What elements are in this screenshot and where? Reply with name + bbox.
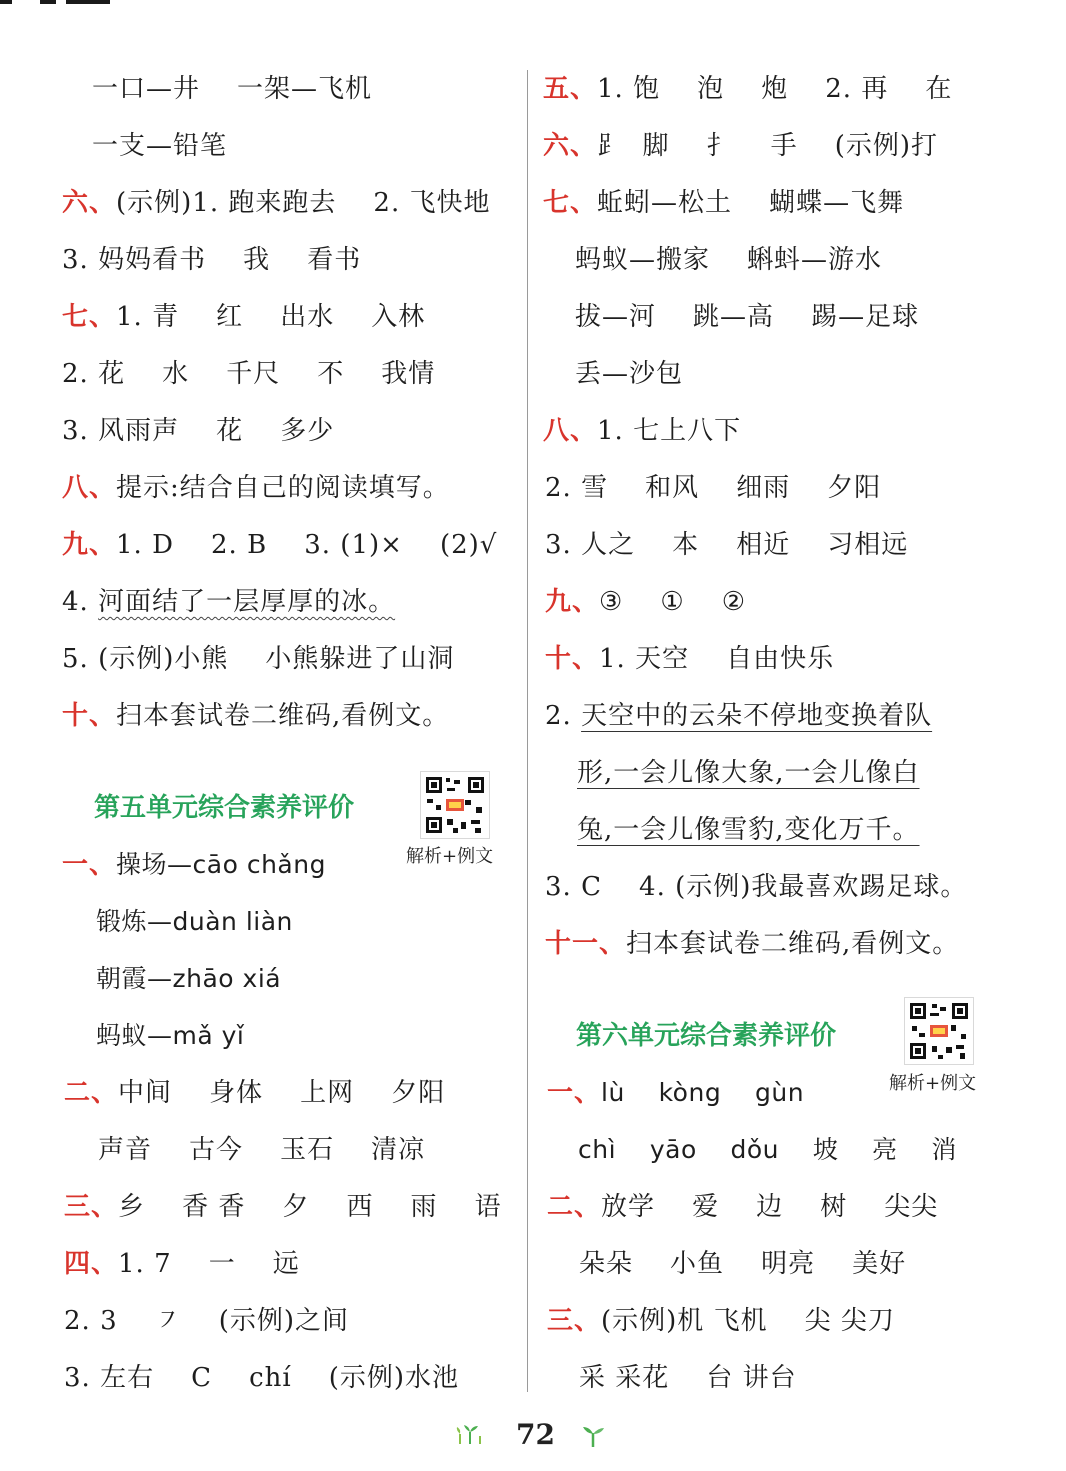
answer-line: 九、③ ① ② <box>545 587 747 617</box>
answer-line: 六、(示例)1. 跑来跑去 2. 飞快地 <box>62 188 491 218</box>
sprout-icon-right <box>580 1424 606 1448</box>
answer-line: 一口—井 一架—飞机 <box>92 74 373 104</box>
answer-line: 十、扫本套试卷二维码,看例文。 <box>62 701 450 731</box>
unit6-qr-label: 解析+例文 <box>889 1073 977 1094</box>
unit6-section-title: 第六单元综合素养评价 <box>576 1021 837 1051</box>
unit6-qr-code[interactable] <box>904 997 974 1065</box>
answer-line: 七、蚯蚓—松土 蝴蝶—飞舞 <box>543 188 905 218</box>
answer-line: 形,一会儿像大象,一会儿像白 <box>577 758 920 788</box>
answer-line: 八、提示:结合自己的阅读填写。 <box>62 473 450 503</box>
answer-line: 九、1. D 2. B 3. (1)× (2)√ <box>62 530 498 560</box>
answer-line: 蚂蚁—搬家 蝌蚪—游水 <box>575 245 883 275</box>
answer-line: 六、⻊ 脚 扌 手 (示例)打 <box>543 131 939 161</box>
answer-line: 七、1. 青 红 出水 入林 <box>62 302 426 332</box>
unit5-qr-code[interactable] <box>420 771 490 839</box>
answer-line: 一、lù kòng gùn <box>547 1078 805 1108</box>
unit5-section-title: 第五单元综合素养评价 <box>94 793 355 823</box>
answer-line: 3. 妈妈看书 我 看书 <box>62 245 362 275</box>
answer-line: 三、乡 香 香 夕 西 雨 语 <box>64 1192 502 1222</box>
answer-line: 十一、扫本套试卷二维码,看例文。 <box>545 929 960 959</box>
answer-line: 5. (示例)小熊 小熊躲进了山洞 <box>62 644 455 674</box>
answer-line: 2. 雪 和风 细雨 夕阳 <box>545 473 882 503</box>
answer-line: 一、操场—cāo chǎng <box>62 850 326 880</box>
answer-line: 采 采花 台 讲台 <box>579 1363 797 1393</box>
sprout-icon-left <box>456 1424 484 1446</box>
answer-line: 3. 风雨声 花 多少 <box>62 416 335 446</box>
answer-line: 2. 花 水 千尺 不 我情 <box>62 359 436 389</box>
answer-line: 2. 天空中的云朵不停地变换着队 <box>545 701 933 731</box>
answer-line: 蚂蚁—mǎ yǐ <box>96 1021 245 1050</box>
answer-line: 四、1. 7 一 远 <box>64 1249 300 1279</box>
answer-line: 朵朵 小鱼 明亮 美好 <box>579 1249 907 1279</box>
answer-line: 十、1. 天空 自由快乐 <box>545 644 835 674</box>
answer-line: 三、(示例)机 飞机 尖 尖刀 <box>547 1306 895 1336</box>
answer-line: 二、中间 身体 上网 夕阳 <box>64 1078 446 1108</box>
answer-line: 丢—沙包 <box>575 359 684 389</box>
answer-line: 五、1. 饱 泡 炮 2. 再 在 <box>543 74 953 104</box>
answer-line: 2. 3 ㇇ (示例)之间 <box>64 1306 350 1336</box>
page-number: 72 <box>516 1418 555 1451</box>
answer-line: 4. 河面结了一层厚厚的冰。 <box>62 587 396 617</box>
answer-line: 二、放学 爱 边 树 尖尖 <box>547 1192 939 1222</box>
answer-line: 声音 古今 玉石 清凉 <box>98 1135 426 1165</box>
answer-line: 兔,一会儿像雪豹,变化万千。 <box>577 815 920 845</box>
answer-line: 3. 人之 本 相近 习相远 <box>545 530 909 560</box>
answer-line: 拔—河 跳—高 踢—足球 <box>575 302 920 332</box>
answer-line: 八、1. 七上八下 <box>543 416 742 446</box>
answer-line: 3. C 4. (示例)我最喜欢踢足球。 <box>545 872 968 902</box>
answer-line: chì yāo dǒu 坡 亮 消 <box>578 1135 957 1164</box>
answer-line: 朝霞—zhāo xiá <box>96 964 282 993</box>
unit5-qr-label: 解析+例文 <box>406 846 494 867</box>
answer-line: 锻炼—duàn liàn <box>96 907 293 936</box>
answer-line: 一支—铅笔 <box>92 131 228 161</box>
column-divider <box>527 70 528 1392</box>
answer-line: 3. 左右 C chí (示例)水池 <box>64 1363 460 1393</box>
